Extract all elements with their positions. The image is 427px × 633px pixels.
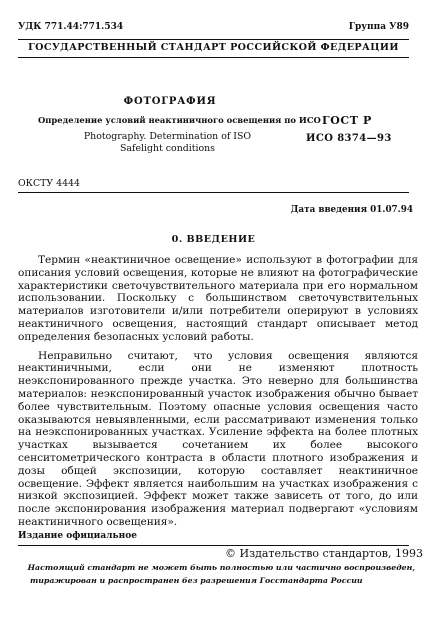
- introduction-paragraph-2: Неправильно считают, что условия освещения являются неактиничными, если они не изменяют плотность неэкспонированного прежде участка. Это неверно для большинства материалов: неэкспонированный участок изображения обычно бывает более чувствительным. Поэтому опасные условия освещения часто оказываются невыявленными, если рассматривают изменения только на неэкспонированных участках. Усиление эффекта на более плотных участках вызывается сочетанием их более высокого сенситометрического контраста в области плотного изображения и дозы общей экспозиции, которую составляет неактиничное освещение. Эффект является наибольшим на участках изображения с низкой экспозицией. Эффект может также зависеть от того, до или после экспонирования изображения материал подвергают «условиям неактиничного освещения».: [18, 349, 418, 528]
- reproduction-notice-line1: Настоящий стандарт не может быть полностью или частично воспроизведен,: [27, 563, 415, 572]
- section-heading: 0. ВВЕДЕНИЕ: [171, 234, 256, 245]
- group-code: Группа У89: [348, 22, 409, 32]
- udk-code: УДК 771.44:771.534: [18, 22, 124, 32]
- introduction-paragraph-1: Термин «неактиничное освещение» используют в фотографии для описания условий освещения, которые не влияют на фотографические характеристики светочувствительного материала при его нормальном использовании. Поскольку с большинством светочувствительных материалов изготовители и/или потребители оперируют в условиях неактиничного освещения, настоящий стандарт описывает метод определения безопасных условий работы.: [18, 254, 418, 343]
- gost-number: ИСО 8374—93: [306, 133, 392, 144]
- subtitle-russian: Определение условий неактиничного освещения по ИСО: [38, 115, 321, 125]
- subtitle-english-line2: Safelight conditions: [119, 143, 215, 154]
- reproduction-notice-line2: тиражирован и распространен без разрешения Госстандарта России: [30, 576, 363, 585]
- header-rule-top: [18, 39, 409, 40]
- standard-title: ГОСУДАРСТВЕННЫЙ СТАНДАРТ РОССИЙСКОЙ ФЕДЕРАЦИИ: [28, 42, 399, 53]
- introduction-body: [18, 254, 418, 529]
- gost-label: ГОСТ Р: [322, 114, 372, 127]
- header-rule-bottom: [18, 57, 409, 58]
- effective-date: Дата введения 01.07.94: [290, 205, 413, 215]
- footer-rule: [18, 545, 409, 546]
- okstu-rule: [18, 192, 409, 193]
- okstu-code: ОКСТУ 4444: [18, 178, 80, 189]
- document-heading: ФОТОГРАФИЯ: [123, 96, 217, 107]
- official-edition-label: Издание официальное: [18, 531, 137, 541]
- subtitle-english-line1: Photography. Determination of ISO: [83, 131, 252, 142]
- copyright-notice: © Издательство стандартов, 1993: [225, 547, 423, 560]
